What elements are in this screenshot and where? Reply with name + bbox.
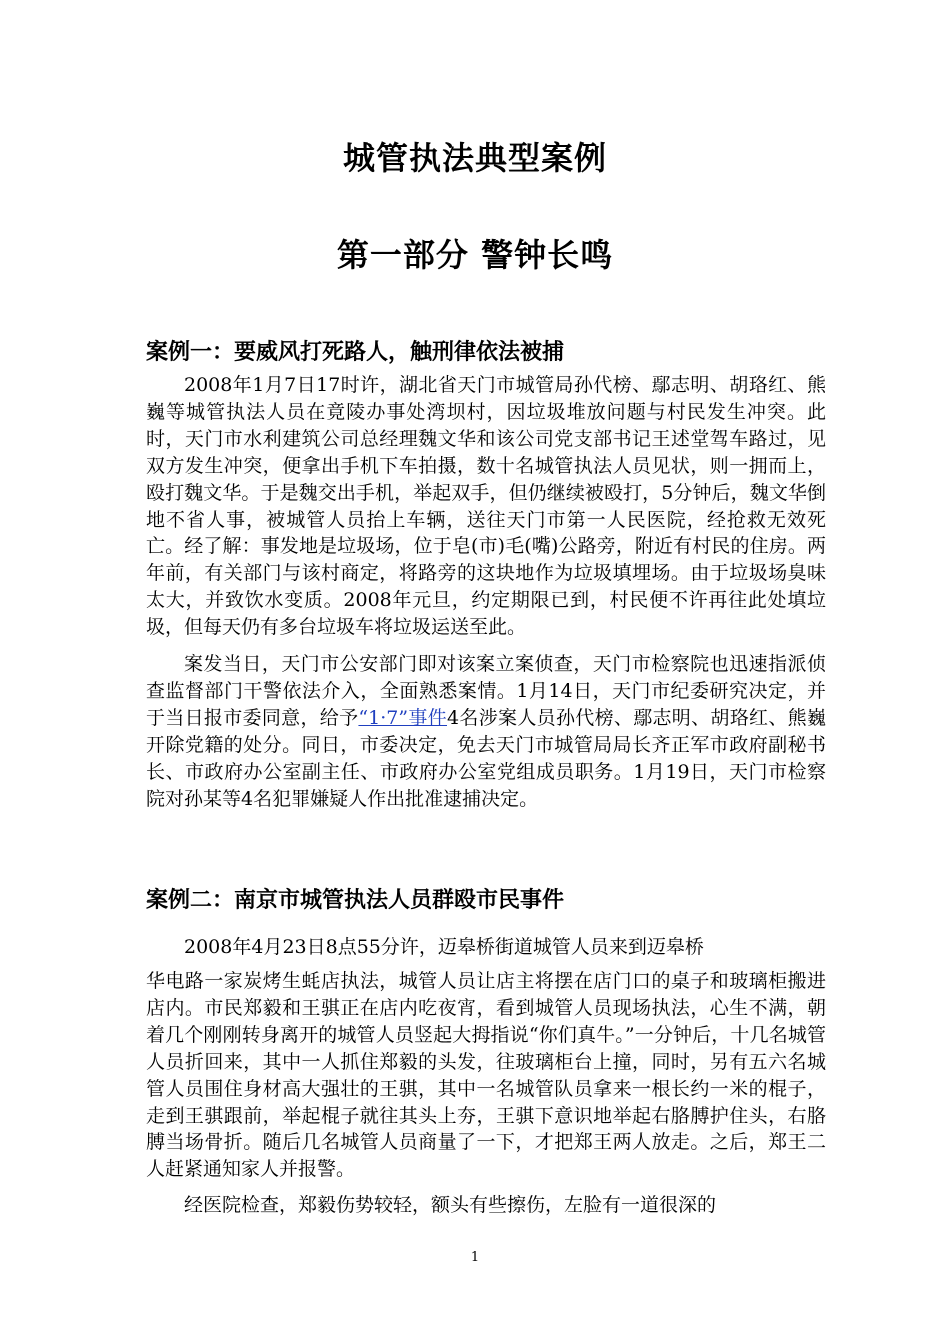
case-two-paragraph-2: 经医院检查，郑毅伤势较轻，额头有些擦伤，左脸有一道很深的 [184,1194,717,1216]
page-number: 1 [470,1250,480,1265]
case-two-paragraph-1-first-line: 2008年4月23日8点55分许，迈皋桥街道城管人员来到迈皋桥 [184,936,704,958]
event-1-7-link[interactable]: “1·7”事件 [358,706,447,729]
case-two-paragraph-1-body: 华电路一家炭烤生蚝店执法，城管人员让店主将摆在店门口的桌子和玻璃柜搬进店内。市民郑毅和王骐正在店内吃夜宵，看到城管人员现场执法，心生不满，朝着几个刚刚转身离开的城管人员竖起大拇指说“你们真牛。”一分钟后，十几名城管人员折回来，其中一人抓住郑毅的头发，往玻璃柜台上撞，同时，另有五六名城管人员围住身材高大强壮的王骐，其中一名城管队员拿来一根长约一米的棍子，走到王骐跟前，举起棍子就往其头上夯，王骐下意识地举起右胳膊护住头，右胳膊当场骨折。随后几名城管人员商量了一下，才把郑王两人放走。之后，郑王二人赶紧通知家人并报警。 [146,970,826,1181]
case-one-paragraph-2 [146,651,826,812]
case-two-heading: 案例二：南京市城管执法人员群殴市民事件 [146,888,565,913]
part-title: 第一部分 警钟长鸣 [336,236,614,274]
case-one-paragraph-2-text-b: 4名涉案人员孙代榜、鄢志明、胡珞红、熊巍开除党籍的处分。同日，市委决定，免去天门市城管局局长齐正军市政府副秘书长、市政府办公室副主任、市政府办公室党组成员职务。1月19日，天门市检察院对孙某等4名犯罪嫌疑人作出批准逮捕决定。 [146,706,826,810]
document-title: 城管执法典型案例 [342,139,607,177]
case-one-paragraph-1: 2008年1月7日17时许，湖北省天门市城管局孙代榜、鄢志明、胡珞红、熊巍等城管执法人员在竟陵办事处湾坝村，因垃圾堆放问题与村民发生冲突。此时，天门市水利建筑公司总经理魏文华和该公司党支部书记王述堂驾车路过，见双方发生冲突，便拿出手机下车拍摄，数十名城管执法人员见状，则一拥而上，殴打魏文华。于是魏交出手机，举起双手，但仍继续被殴打，5分钟后，魏文华倒地不省人事，被城管人员抬上车辆，送往天门市第一人民医院，经抢救无效死亡。经了解：事发地是垃圾场，位于皂(市)毛(嘴)公路旁，附近有村民的住房。两年前，有关部门与该村商定，将路旁的这块地作为垃圾填埋场。由于垃圾场臭味太大，并致饮水变质。2008年元旦，约定期限已到，村民便不许再往此处填垃圾，但每天仍有多台垃圾车将垃圾运送至此。 [146,374,826,639]
case-one-heading: 案例一：要威风打死路人，触刑律依法被捕 [146,340,565,365]
case-one-paragraph-2-text-a: 案发当日，天门市公安部门即对该案立案侦查，天门市检察院也迅速指派侦查监督部门干警依法介入，全面熟悉案情。1月14日，天门市纪委研究决定，并于当日报市委同意，给予 [146,653,826,729]
